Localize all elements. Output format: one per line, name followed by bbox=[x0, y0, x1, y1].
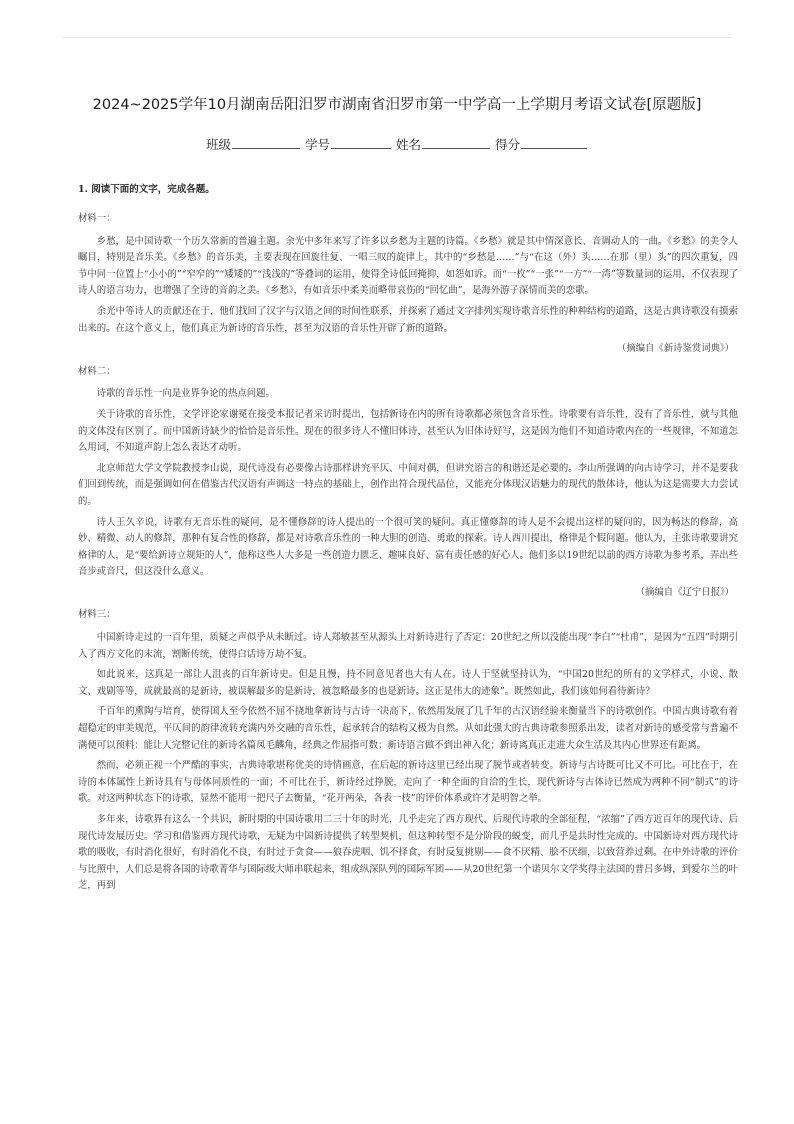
material-2-source: （摘编自《辽宁日报》） bbox=[635, 586, 734, 598]
class-label: 班级 bbox=[205, 137, 231, 152]
material-3-paragraph: 多年来，诗歌界有这么一个共识，新时期的中国诗歌用二三十年的时光，几乎走完了西方现代、后现代诗歌的全部征程，“浓缩”了西方近百年的现代诗、后现代诗发展历史。学习和借鉴西方现代诗歌，无疑为中国新诗提供了转型契机，但这种转型不是分阶段的蜕变，而几乎是共时性完成的。中国新诗对西方现代诗歌的吸收，有时消化很好，有时消化不良，有时过于贪食——狼吞虎咽、饥不择食，有时反复挑剔——食不厌精、脍不厌细，以致营养过剩。在中外诗歌的评价与比照中，人们总是将各国的诗歌菁华与国际级大师串联起来，组成纵深队列的国际军团——从20世纪第一个诺贝尔文学奖得主法国的普吕多姆，到爱尔兰的叶芝，再到 bbox=[78, 814, 738, 892]
material-2-label: 材料二： bbox=[78, 365, 116, 377]
name-blank[interactable] bbox=[422, 138, 490, 149]
reading-passages bbox=[78, 205, 738, 899]
name-label: 姓名 bbox=[395, 137, 421, 152]
material-1-label: 材料一： bbox=[78, 213, 116, 224]
material-2-paragraph: 关于诗歌的音乐性，文学评论家谢冕在接受本报记者采访时提出，包括新诗在内的所有诗歌都必须包含音乐性。诗歌要有音乐性，没有了音乐性，就与其他的文体没有区别了。而中国新诗缺少的恰恰是音乐性。现在的很多诗人不懂旧体诗，甚至认为旧体诗好写，这是因为他们不知道诗歌内在的一些规律，不知道怎么用词，不知道声韵上怎么表达才动听。 bbox=[78, 408, 738, 454]
number-blank[interactable] bbox=[331, 138, 391, 149]
material-3-paragraph: 千百年的熏陶与培育，使得国人至今依然不屈不挠地拿新诗与古诗一决高下，依然用发展了几千年的古汉语经验来衡量当下的诗歌创作。中国古典诗歌有着超稳定的审美规范，平仄间的韵律流转充满内外交融的音乐性，起承转合的结构又极为自然。从如此强大的古典诗歌参照系出发，读者对新诗的感受常与普遍不满便可以预料：能让人完整记住的新诗名篇凤毛麟角，经典之作屈指可数；新诗语言做不到出神入化；新诗离真正走进大众生活及其内心世界还有距离。 bbox=[78, 706, 738, 751]
score-label: 得分 bbox=[494, 137, 520, 152]
material-3-label: 材料三： bbox=[78, 609, 116, 621]
score-blank[interactable] bbox=[521, 138, 587, 149]
material-2-paragraph: 诗歌的音乐性一向是业界争论的热点问题。 bbox=[96, 388, 275, 400]
material-1-paragraph: 余光中等诗人的贡献还在于，他们找回了汉字与汉语之间的时间性联系，并探索了通过文字排列实现诗歌音乐性的种种结构的道路，这是古典诗歌没有摸索出来的。在这个意义上，他们真正为新诗的音乐性，甚至为汉语的音乐性开辟了新的道路。 bbox=[78, 305, 738, 334]
class-blank[interactable] bbox=[232, 138, 300, 149]
material-3-paragraph: 然而，必须正视一个严酷的事实，古典诗歌堪称优美的诗情画意，在后起的新诗这里已经出现了脱节或者转变。新诗与古诗既可比又不可比。可比在于，在诗的本体属性上新诗具有与母体同质性的一面；不可比在于，新诗经过挣脱，走向了一种全面的自洽的生长，现代新诗与古体诗已然成为两种不同“制式”的诗歌。对这两种状态下的诗歌，显然不能用一把尺子去衡量，“花开两朵，各表一枝”的评价体系或许才是明智之举。 bbox=[78, 760, 738, 805]
material-3-paragraph: 如此说来，这真是一部让人沮丧的百年新诗史。但是且慢，持不同意见者也大有人在。诗人于坚就坚持认为，“中国20世纪的所有的文学样式，小说、散文、戏剧等等，成就最高的是新诗，被误解最多的是新诗，被忽略最多的也是新诗。这正是伟大的迹象”。既然如此，我们该如何看待新诗？ bbox=[78, 669, 738, 697]
top-divider bbox=[62, 37, 732, 38]
material-1-source: （摘编自《新诗鉴赏词典》） bbox=[616, 343, 734, 355]
material-1-paragraph: 乡愁，是中国诗歌一个历久常新的普遍主题。余光中多年来写了许多以乡愁为主题的诗篇。《乡愁》就是其中情深意长、音调动人的一曲。《乡愁》的美令人瞩目，特别是音乐美。《乡愁》的音乐美，主要表现在回旋往复、一唱三叹的旋律上，其中的“乡愁是……”与“在这（外）头……在那（里）头”的四次重复，四节中同一位置上“小小的”“窄窄的”“矮矮的”“浅浅的”等叠词的运用，使得全诗低回掩抑，如怨如诉。而“一枚”“一张”“一方”“一湾”等数量词的运用，不仅表现了诗人的语言功力，也增强了全诗的音韵之美。《乡愁》，有如音乐中柔美而略带哀伤的“回忆曲”，是海外游子深情而美的恋歌。 bbox=[78, 235, 738, 297]
material-2-paragraph: 北京师范大学文学院教授李山说，现代诗没有必要像古诗那样讲究平仄、中间对偶，但讲究语言的和谐还是必要的。李山所强调的向古诗学习，并不是要我们回到传统，而是强调如何在借鉴古代汉语有声调这一特点的基础上，创作出符合现代品位，又能充分体现汉语魅力的现代的散体诗，他认为这是需要大力尝试的。 bbox=[78, 462, 738, 507]
material-3-paragraph: 中国新诗走过的一百年里，质疑之声似乎从未断过。诗人郑敏甚至从源头上对新诗进行了否定：20世纪之所以没能出现“李白”“杜甫”，是因为“五四”时期引入了西方文化的末流，割断传统，使得白话诗万劫不复。 bbox=[78, 632, 738, 660]
number-label: 学号 bbox=[304, 137, 330, 152]
question-heading: 1. 阅读下面的文字，完成各题。 bbox=[78, 184, 215, 195]
page-title: 2024~2025学年10月湖南岳阳汨罗市湖南省汨罗市第一中学高一上学期月考语文试卷[原题版] bbox=[92, 97, 702, 113]
student-info-line bbox=[0, 135, 794, 153]
material-2-paragraph: 诗人王久辛说，诗歌有无音乐性的疑问，是不懂修辞的诗人提出的一个很可笑的疑问。真正懂修辞的诗人是不会提出这样的疑问的，因为畅达的修辞，高妙、精微、动人的修辞，那种有复合性的修辞，都是对诗歌音乐性的一种大胆的创造、勇敢的探索。诗人西川提出，格律是个假问题。他认为，主张诗歌要讲究格律的人，是“要给新诗立规矩的人”，他称这些人大多是一些创造力匮乏、趣味良好、富有责任感的好心人。他们多以19世纪以前的西方诗歌为参考系，弄出些音步或音尺，但这没什么意义。 bbox=[78, 516, 738, 578]
